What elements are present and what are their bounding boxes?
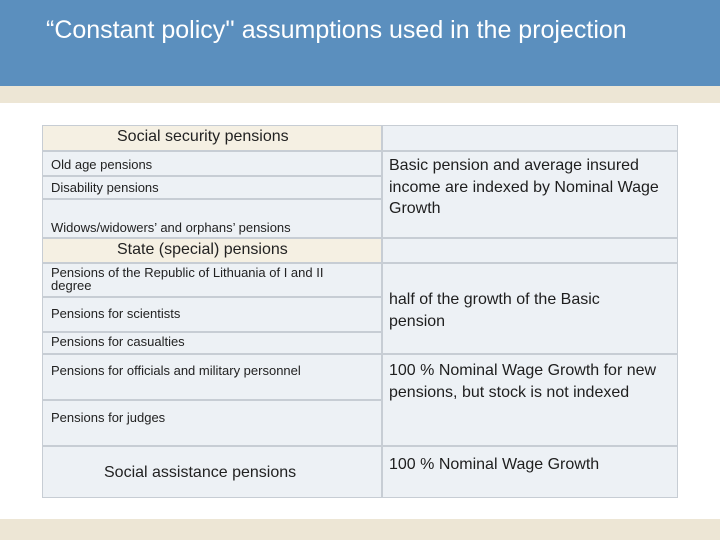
table-row bbox=[382, 238, 678, 263]
widows-orphans-pensions-label: Widows/widowers’ and orphans’ pensions bbox=[51, 220, 291, 235]
half-basic-growth-text: half of the growth of the Basic pension bbox=[389, 291, 600, 330]
old-age-pensions-label: Old age pensions bbox=[51, 157, 153, 172]
social-security-header: Social security pensions bbox=[117, 128, 289, 145]
table-row bbox=[382, 125, 678, 151]
slide-title: “Constant policy'' assumptions used in the projection bbox=[46, 16, 627, 44]
scientists-pensions-label: Pensions for scientists bbox=[51, 306, 181, 321]
disability-pensions-label: Disability pensions bbox=[51, 180, 159, 195]
accent-band-top bbox=[0, 86, 720, 103]
new-pensions-indexation-text: 100 % Nominal Wage Growth for new pensions, but stock is not indexed bbox=[389, 362, 657, 401]
accent-band-bottom bbox=[0, 519, 720, 540]
indexation-nominal-wage-text: Basic pension and average insured income are indexed by Nominal Wage Growth bbox=[389, 157, 659, 217]
casualties-pensions-label: Pensions for casualties bbox=[51, 334, 185, 349]
full-nominal-wage-text: 100 % Nominal Wage Growth bbox=[389, 456, 600, 473]
social-assistance-pensions-label: Social assistance pensions bbox=[104, 464, 297, 481]
state-special-header: State (special) pensions bbox=[117, 241, 288, 258]
republic-lithuania-pensions-label: Pensions of the Republic of Lithuania of I and II degree bbox=[51, 265, 324, 293]
title-bar bbox=[0, 0, 720, 86]
officials-military-pensions-label: Pensions for officials and military personnel bbox=[51, 363, 301, 378]
judges-pensions-label: Pensions for judges bbox=[51, 410, 166, 425]
